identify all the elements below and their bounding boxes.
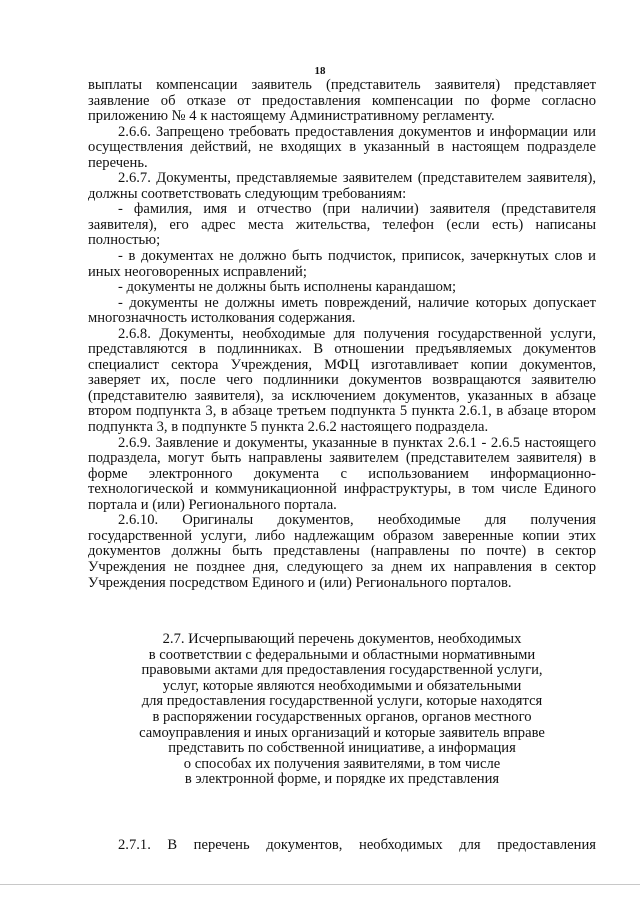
paragraph-2-6-9: 2.6.9. Заявление и документы, указанные в пунктах 2.6.1 - 2.6.5 настоящего подраздела, могут быть направлены заявителем (представителем заявителя) в форме электронного документа с использованием информационно-технологической и коммуникационной инфраструктуры, в том числе Единого портала и (или) Регионального портала. xyxy=(88,434,596,513)
document-body xyxy=(88,78,596,591)
requirement-item: - документы не должны быть исполнены карандашом; xyxy=(118,279,456,296)
section-heading-line: в электронной форме, и порядке их представления xyxy=(184,771,500,788)
page-bottom-rule xyxy=(0,884,640,885)
page-number: 18 xyxy=(314,65,326,77)
section-heading-line: о способах их получения заявителями, в том числе xyxy=(183,755,501,772)
word: документов, xyxy=(266,837,343,853)
word: перечень xyxy=(193,837,250,853)
section-heading-line: в распоряжении государственных органов, органов местного xyxy=(152,708,532,725)
paragraph-2-6-7: 2.6.7. Документы, представляемые заявителем (представителем заявителя), должны соответствовать следующим требованиям: xyxy=(88,170,596,202)
section-heading-line: 2.7. Исчерпывающий перечень документов, необходимых xyxy=(162,631,522,647)
requirement-item: - в документах не должно быть подчисток, приписок, зачеркнутых слов и иных неоговоренных исправлений; xyxy=(88,248,596,280)
word: для xyxy=(459,837,481,853)
paragraph-2-6-8: 2.6.8. Документы, необходимые для получения государственной услуги, представляются в подлинниках. В отношении предъявляемых документов специалист сектора Учреждения, МФЦ изготавливает копии документов, заверяет их, после чего подлинники документов возвращаются заявителю (представителю заявителя), за исключением документов, указанных в абзаце втором подпункта 3, в абзаце третьем подпункта 5 пункта 2.6.1, в абзаце втором подпункта 3, в подпункте 5 пункта 2.6.2 настоящего подраздела. xyxy=(88,325,596,436)
section-heading-line: представить по собственной инициативе, а информация xyxy=(168,740,516,757)
section-heading-line: для предоставления государственной услуги, которые находятся xyxy=(141,693,543,710)
section-heading-line: правовыми актами для предоставления государственной услуги, xyxy=(141,662,543,679)
paragraph-2-7-1-start xyxy=(88,838,596,854)
section-heading-line: услуг, которые являются необходимыми и обязательными xyxy=(162,677,522,694)
paragraph-2-6-6: 2.6.6. Запрещено требовать предоставления документов и информации или осуществления действий, не входящих в указанный в настоящем подразделе перечень. xyxy=(88,123,596,171)
paragraph-2-6-10: 2.6.10. Оригиналы документов, необходимые для получения государственной услуги, либо надлежащим образом заверенные копии этих документов должны быть представлены (направлены по почте) в сектор Учреждения не позднее дня, следующего за днем их направления в сектор Учреждения посредством Единого и (или) Регионального порталов. xyxy=(88,512,596,591)
section-heading-line: самоуправления и иных организаций и которые заявитель вправе xyxy=(139,724,545,741)
section-heading-line: в соответствии с федеральными и областными нормативными xyxy=(148,646,536,663)
word: 2.7.1. xyxy=(118,837,151,853)
section-heading-2-7 xyxy=(88,632,596,788)
word: предоставления xyxy=(497,837,596,853)
word: В xyxy=(167,837,178,853)
requirement-item: - фамилия, имя и отчество (при наличии) заявителя (представителя заявителя), его адрес места жительства, телефон (если есть) написаны полностью; xyxy=(88,201,596,249)
paragraph-continuation: выплаты компенсации заявитель (представитель заявителя) представляет заявление об отказе от предоставления компенсации по форме согласно приложению № 4 к настоящему Административному регламенту. xyxy=(88,77,596,125)
requirement-item: - документы не должны иметь повреждений, наличие которых допускает многозначность истолкования содержания. xyxy=(88,294,596,327)
word: необходимых xyxy=(359,837,443,853)
